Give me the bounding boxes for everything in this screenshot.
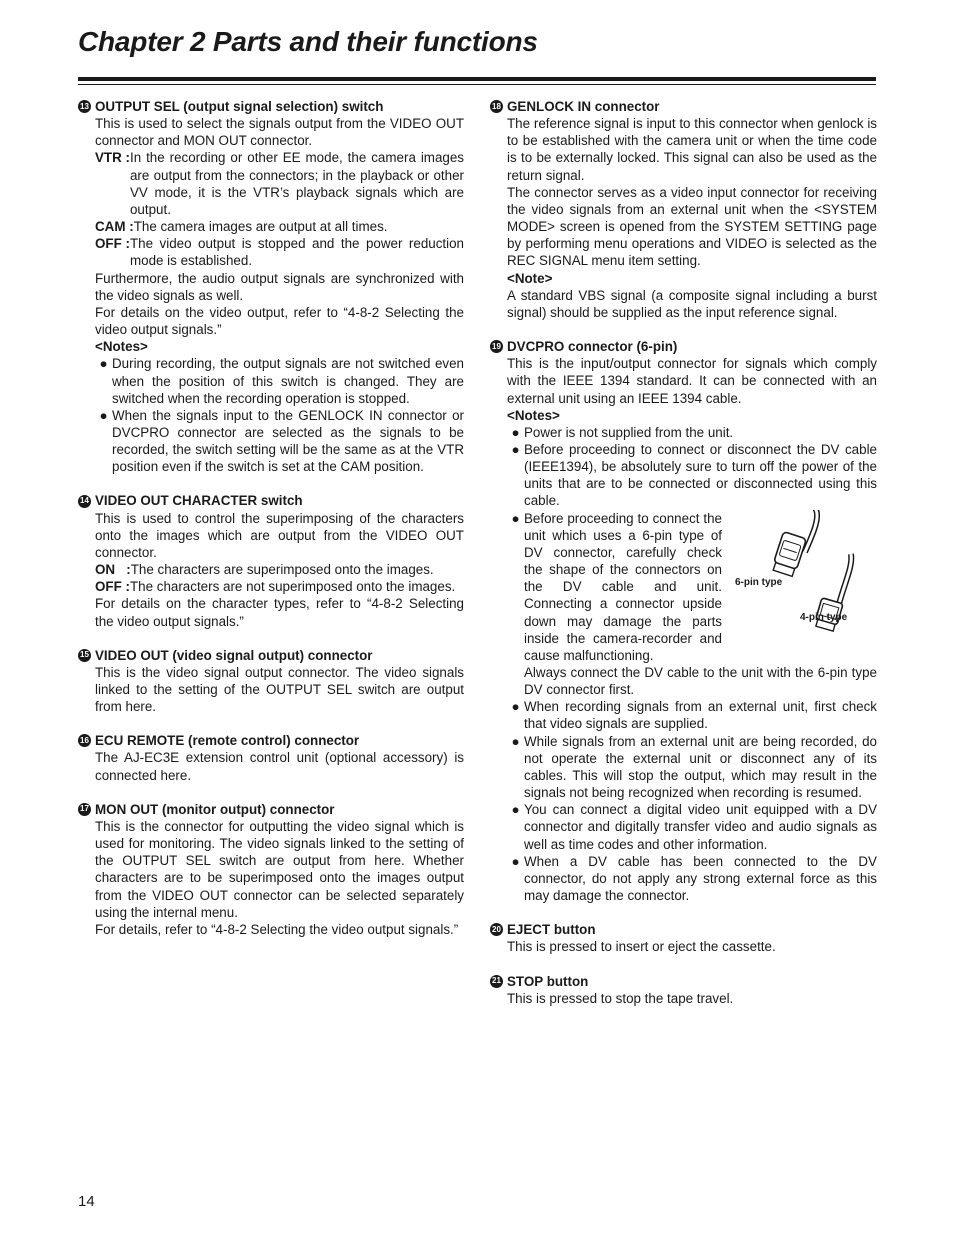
section-title: OUTPUT SEL (output signal selection) switch bbox=[95, 99, 384, 114]
section-body bbox=[95, 115, 464, 475]
six-pin-plug-icon bbox=[771, 531, 806, 576]
header-rule-thick bbox=[78, 77, 876, 81]
section-output-sel bbox=[78, 98, 464, 475]
bullet-item bbox=[507, 424, 877, 441]
paragraph: For details on the video output, refer to “4-8-2 Selecting the video output signals.” bbox=[95, 304, 464, 338]
circled-number-icon: 18 bbox=[490, 100, 503, 113]
paragraph: This is pressed to stop the tape travel. bbox=[507, 990, 734, 1006]
section-heading bbox=[78, 492, 464, 509]
circled-number-icon: 21 bbox=[490, 975, 503, 988]
section-body bbox=[95, 818, 464, 938]
section-heading bbox=[490, 338, 877, 355]
paragraph: The AJ-EC3E extension control unit (optional accessory) is connected here. bbox=[95, 750, 464, 783]
definition-term: CAM : bbox=[95, 219, 134, 235]
section-title: VIDEO OUT CHARACTER switch bbox=[95, 493, 303, 509]
definition-term: ON : bbox=[95, 562, 131, 578]
paragraph: The reference signal is input to this connector when genlock is to be established with the camera unit or when the time code is to be externally locked. This signal can also be used as the return signal. bbox=[507, 116, 877, 183]
section-title: MON OUT (monitor output) connector bbox=[95, 801, 335, 817]
section-heading bbox=[490, 973, 877, 990]
paragraph: For details on the character types, refer to “4-8-2 Selecting the video output signals.” bbox=[95, 596, 464, 629]
bullet-text: During recording, the output signals are not switched even when the position of this switch is changed. They are switched when the recording operation is stopped. bbox=[112, 356, 464, 406]
dv-connector-figure bbox=[727, 510, 877, 640]
definition-term: OFF : bbox=[95, 236, 130, 252]
paragraph: This is the video signal output connector. The video signals linked to the setting of the OUTPUT SEL switch are output from here. bbox=[95, 664, 464, 715]
definition-text: In the recording or other EE mode, the camera images are output from the connectors; in the playback or other VV mode, it is the VTR’s playback signals which are output. bbox=[129, 150, 464, 217]
circled-number-icon: 15 bbox=[78, 649, 91, 662]
bullet-item bbox=[507, 801, 877, 852]
bullet-icon: ● bbox=[99, 356, 108, 372]
paragraph: This is the connector for outputting the video signal which is used for monitoring. The video signals linked to the setting of the OUTPUT SEL switch are output from here. Whether characters are to be superimposed onto the images output from the VIDEO OUT connector can be selected separately using the internal menu. bbox=[95, 818, 464, 920]
paragraph: This is pressed to insert or eject the cassette. bbox=[507, 939, 776, 955]
notes-label: <Notes> bbox=[507, 407, 560, 423]
bullet-icon: ● bbox=[511, 699, 520, 715]
paragraph: Furthermore, the audio output signals are synchronized with the video signals as well. bbox=[95, 270, 464, 303]
bullet-icon: ● bbox=[99, 407, 108, 423]
section-title: DVCPRO connector (6-pin) bbox=[507, 339, 678, 355]
section-eject-button bbox=[490, 921, 877, 955]
six-pin-type-label: 6-pin type bbox=[735, 576, 783, 588]
circled-number-icon: 20 bbox=[490, 923, 503, 936]
circled-number-icon: 16 bbox=[78, 734, 91, 747]
right-column bbox=[490, 98, 877, 1024]
bullet-item bbox=[507, 733, 877, 802]
left-column bbox=[78, 98, 464, 955]
section-heading bbox=[78, 732, 464, 749]
four-pin-type-label: 4-pin type bbox=[800, 611, 848, 623]
bullet-icon: ● bbox=[511, 802, 520, 818]
section-heading bbox=[78, 98, 464, 115]
section-body bbox=[95, 749, 464, 783]
bullet-icon: ● bbox=[511, 441, 520, 457]
circled-number-icon: 13 bbox=[78, 100, 91, 113]
section-title: GENLOCK IN connector bbox=[507, 99, 660, 114]
circled-number-icon: 14 bbox=[78, 495, 91, 508]
paragraph: This is the input/output connector for signals which comply with the IEEE 1394 standard. It can be connected with an external unit using an IEEE 1394 cable. bbox=[507, 356, 877, 406]
bullet-icon: ● bbox=[511, 424, 520, 440]
section-title: VIDEO OUT (video signal output) connector bbox=[95, 647, 373, 663]
bullet-continuation: Always connect the DV cable to the unit with the 6-pin type DV connector first. bbox=[524, 665, 877, 698]
section-genlock-in bbox=[490, 98, 877, 321]
section-stop-button bbox=[490, 973, 877, 1007]
bullet-item bbox=[507, 853, 877, 904]
circled-number-icon: 19 bbox=[490, 340, 503, 353]
circled-number-icon: 17 bbox=[78, 803, 91, 816]
paragraph: For details, refer to “4-8-2 Selecting the video output signals.” bbox=[95, 921, 459, 937]
definition-text: The characters are not superimposed onto the images. bbox=[129, 579, 456, 595]
bullet-text: When recording signals from an external unit, first check that video signals are supplied. bbox=[524, 699, 877, 732]
section-title: EJECT button bbox=[507, 922, 596, 938]
notes-label: <Notes> bbox=[95, 339, 148, 355]
section-body bbox=[507, 355, 877, 904]
section-body bbox=[95, 510, 464, 630]
definition-item bbox=[95, 149, 464, 218]
bullet-text: When a DV cable has been connected to the DV connector, do not apply any strong external force as this may damage the connector. bbox=[524, 853, 877, 904]
page-number: 14 bbox=[78, 1193, 95, 1210]
paragraph: The connector serves as a video input connector for receiving the video signals from an external unit when the <SYSTEM MODE> screen is opened from the SYSTEM SETTING page by performing menu operations and VIDEO is selected as the REC SIGNAL menu item setting. bbox=[507, 184, 877, 269]
bullet-text: You can connect a digital video unit equipped with a DV connector and digitally transfer video and audio signals as well as time codes and other information. bbox=[524, 802, 877, 852]
bullet-icon: ● bbox=[511, 510, 520, 526]
bullet-item bbox=[507, 510, 877, 699]
paragraph: A standard VBS signal (a composite signal including a burst signal) should be supplied as the input reference signal. bbox=[507, 287, 877, 320]
header-rule-thin bbox=[78, 84, 876, 85]
section-title: STOP button bbox=[507, 973, 589, 989]
section-video-out-connector bbox=[78, 647, 464, 716]
definition-item bbox=[95, 235, 464, 269]
section-heading bbox=[78, 647, 464, 664]
paragraph: This is used to control the superimposing of the characters onto the images which are output from the VIDEO OUT connector. bbox=[95, 510, 464, 560]
bullet-item bbox=[507, 698, 877, 732]
section-body bbox=[95, 664, 464, 715]
bullet-icon: ● bbox=[511, 733, 520, 749]
bullet-item bbox=[95, 407, 464, 476]
bullet-content bbox=[524, 510, 877, 699]
bullet-text: Before proceeding to connect or disconnect the DV cable (IEEE1394), be absolutely sure to turn off the power of the units that are to be connected or disconnected using this cable. bbox=[524, 441, 877, 509]
definition-text: The characters are superimposed onto the images. bbox=[130, 562, 434, 578]
definition-text: The camera images are output at all times. bbox=[133, 219, 388, 235]
section-heading bbox=[490, 921, 877, 938]
definition-item bbox=[95, 218, 464, 235]
definition-term: VTR : bbox=[95, 150, 130, 166]
definition-text: The video output is stopped and the power reduction mode is established. bbox=[129, 236, 464, 269]
definition-item bbox=[95, 578, 464, 595]
section-title: ECU REMOTE (remote control) connector bbox=[95, 733, 360, 749]
section-video-out-character bbox=[78, 492, 464, 629]
section-body bbox=[507, 115, 877, 321]
section-heading bbox=[490, 98, 877, 115]
bullet-icon: ● bbox=[511, 853, 520, 869]
section-body bbox=[507, 990, 877, 1007]
paragraph: This is used to select the signals output from the VIDEO OUT connector and MON OUT connector. bbox=[95, 116, 464, 149]
bullet-text: While signals from an external unit are being recorded, do not operate the external unit or disconnect any of its cables. This will stop the output, which may result in the signals not being recognized when recording is resumed. bbox=[524, 733, 877, 801]
chapter-title: Chapter 2 Parts and their functions bbox=[78, 26, 538, 57]
section-heading bbox=[78, 801, 464, 818]
bullet-item bbox=[95, 355, 464, 406]
bullet-text: Before proceeding to connect the unit which uses a 6-pin type of DV connector, carefully check the shape of the connectors on the DV cable and unit. Connecting a connector upside down may damage the parts inside the camera-recorder and cause malfunctioning. bbox=[524, 510, 722, 663]
bullet-text: Power is not supplied from the unit. bbox=[524, 424, 734, 440]
definition-term: OFF : bbox=[95, 579, 130, 595]
bullet-item bbox=[507, 441, 877, 510]
section-dvcpro-connector bbox=[490, 338, 877, 904]
bullet-text: When the signals input to the GENLOCK IN connector or DVCPRO connector are selected as the signals to be recorded, the switch setting will be the same as at the VTR position even if the switch is set at the CAM position. bbox=[112, 407, 464, 475]
definition-item bbox=[95, 561, 464, 578]
section-body bbox=[507, 938, 877, 955]
note-label: <Note> bbox=[507, 270, 553, 286]
section-mon-out bbox=[78, 801, 464, 938]
section-ecu-remote bbox=[78, 732, 464, 783]
